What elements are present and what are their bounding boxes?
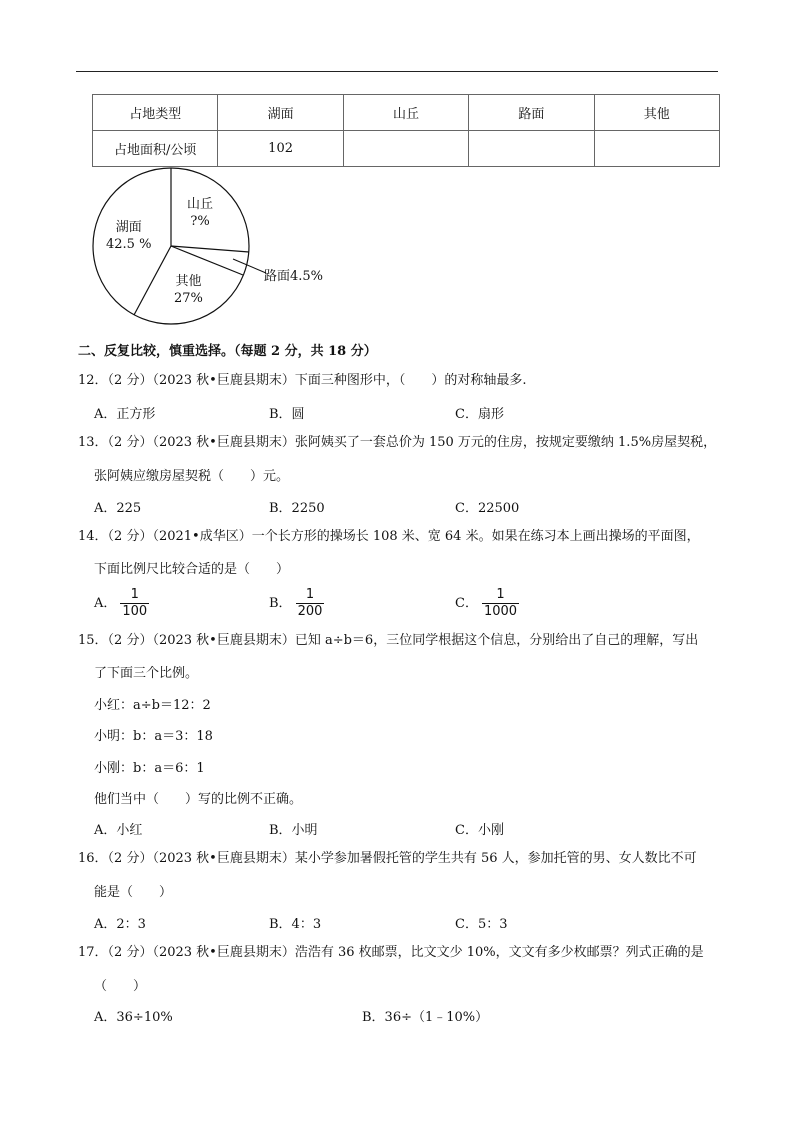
denominator: 1000: [483, 604, 518, 619]
option-a[interactable]: [94, 588, 149, 619]
question-13: 13．（2 分）（2023 秋•巨鹿县期末）张阿姨买了一套总价为 150 万元的住房，按规定要缴纳 1.5%房屋契税，: [78, 435, 717, 450]
option-b[interactable]: [269, 588, 324, 619]
table-header-row: [93, 95, 720, 131]
road-leader-line: [233, 259, 266, 273]
option-a[interactable]: A．小红: [94, 823, 143, 838]
slice-name: 其他: [175, 274, 202, 289]
table-cell: 102: [218, 131, 343, 167]
question-15-prompt: 他们当中（ ）写的比例不正确。: [94, 792, 303, 807]
option-a[interactable]: A．正方形: [94, 407, 156, 422]
header-rule: [76, 71, 718, 72]
pie-chart: [88, 162, 348, 332]
slice-name: 湖面: [115, 220, 142, 235]
question-16: 16．（2 分）（2023 秋•巨鹿县期末）某小学参加暑假托管的学生共有 56 人，参加托管的男、女人数比不可: [78, 851, 697, 866]
table-cell: [469, 131, 594, 167]
fraction: [482, 588, 519, 619]
option-c[interactable]: C．22500: [455, 501, 520, 516]
question-15-line2: 了下面三个比例。: [94, 666, 199, 681]
section-title: 二、反复比较，慎重选择。（每题 2 分，共 18 分）: [78, 344, 377, 359]
option-b[interactable]: B．圆: [269, 407, 305, 422]
numerator: 1: [305, 587, 315, 602]
slice-percent: 27%: [174, 291, 203, 306]
option-b[interactable]: B．小明: [269, 823, 318, 838]
student-statement: 小刚：b：a＝6：1: [94, 761, 205, 776]
option-a[interactable]: A．2：3: [94, 917, 146, 932]
question-14-line2: 下面比例尺比较合适的是（ ）: [94, 562, 290, 577]
option-letter: B．: [269, 596, 292, 611]
pie-label-hill: [187, 196, 213, 230]
option-letter: C．: [455, 596, 478, 611]
option-b[interactable]: B．4：3: [269, 917, 322, 932]
table-cell: 其他: [594, 95, 719, 131]
numerator: 1: [496, 587, 505, 602]
table-cell: 占地面积/公顷: [93, 131, 218, 167]
question-17: 17．（2 分）（2023 秋•巨鹿县期末）浩浩有 36 枚邮票，比文文少 10%，文文有多少枚邮票？列式正确的是: [78, 945, 704, 960]
pie-label-road: 路面4.5%: [264, 269, 324, 284]
land-use-table: [92, 94, 720, 167]
student-statement: 小明：b：a＝3：18: [94, 729, 213, 744]
denominator: 200: [297, 604, 323, 619]
option-a[interactable]: A．36÷10%: [94, 1010, 173, 1025]
table-cell: 路面: [469, 95, 594, 131]
option-c[interactable]: C．5：3: [455, 917, 508, 932]
pie-label-other: [174, 273, 203, 307]
option-a[interactable]: A．225: [94, 501, 142, 516]
table-cell: 占地类型: [93, 95, 218, 131]
fraction: [120, 588, 149, 619]
option-c[interactable]: C．扇形: [455, 407, 504, 422]
option-b[interactable]: B．36÷（1﹣10%）: [362, 1010, 489, 1025]
question-15: 15．（2 分）（2023 秋•巨鹿县期末）已知 a÷b＝6，三位同学根据这个信息，分别给出了自己的理解，写出: [78, 633, 699, 648]
slice-name: 山丘: [187, 197, 214, 212]
question-17-line2: （ ）: [94, 979, 147, 994]
table-cell: [594, 131, 719, 167]
option-letter: A．: [94, 596, 117, 611]
option-c[interactable]: C．小刚: [455, 823, 504, 838]
table-cell: 山丘: [343, 95, 468, 131]
question-13-line2: 张阿姨应缴房屋契税（ ）元。: [94, 469, 290, 484]
table-cell: 湖面: [218, 95, 343, 131]
numerator: 1: [130, 587, 139, 602]
pie-label-lake: [106, 219, 151, 253]
table-cell: [343, 131, 468, 167]
fraction: [296, 588, 325, 619]
question-12: 12．（2 分）（2023 秋•巨鹿县期末）下面三种图形中，（ ）的对称轴最多.: [78, 373, 527, 388]
pie-divider: [134, 246, 171, 315]
option-b[interactable]: B．2250: [269, 501, 325, 516]
denominator: 100: [122, 604, 148, 619]
slice-percent: ?%: [190, 214, 210, 229]
slice-percent: 42.5 %: [106, 237, 152, 252]
question-16-line2: 能是（ ）: [94, 885, 173, 900]
question-14: 14．（2 分）（2021•成华区）一个长方形的操场长 108 米、宽 64 米。如果在练习本上画出操场的平面图，: [78, 529, 700, 544]
option-c[interactable]: [455, 588, 519, 619]
student-statement: 小红：a÷b＝12：2: [94, 698, 211, 713]
